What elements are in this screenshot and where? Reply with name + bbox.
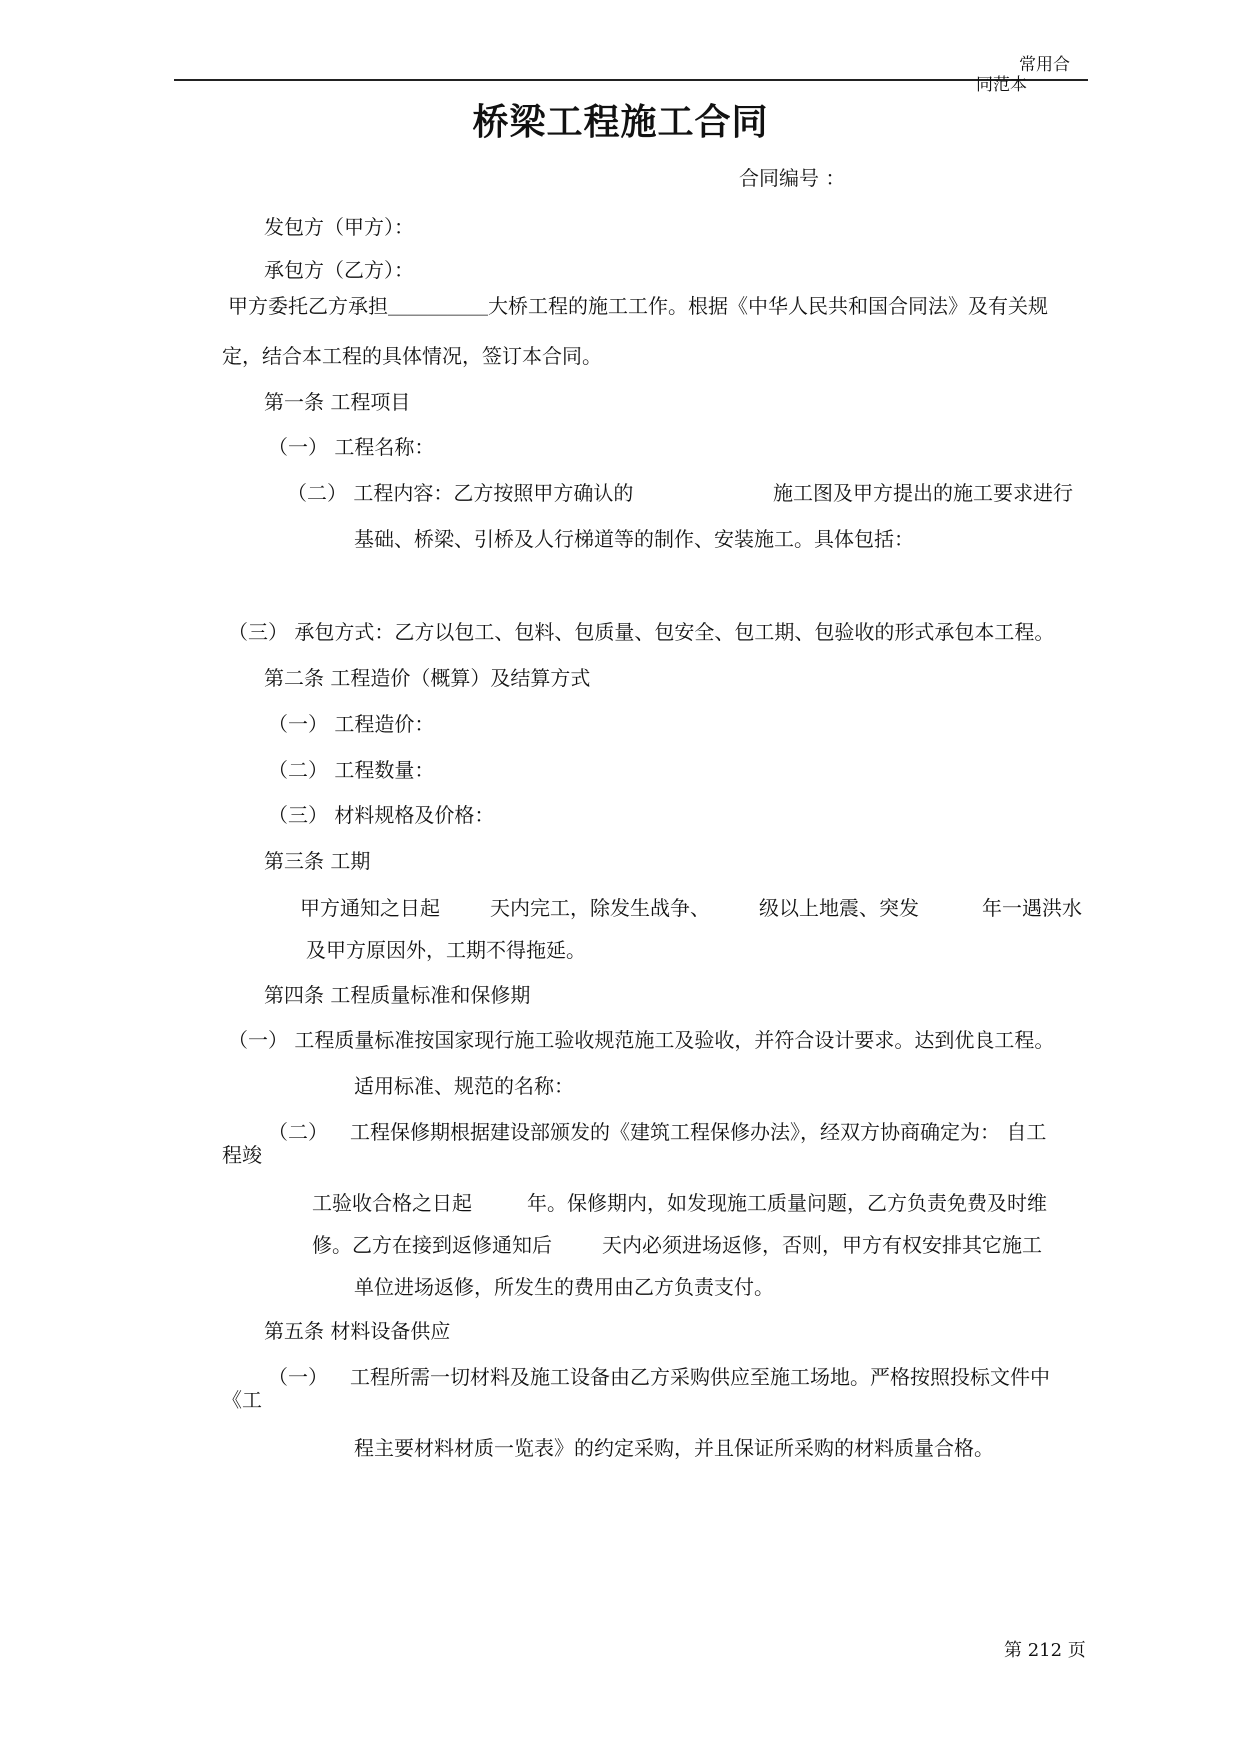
paragraph-line: 定，结合本工程的具体情况，签订本合同。 — [222, 344, 602, 368]
clause-line: （一） 工程名称： — [268, 435, 435, 459]
clause-line: 程主要材料材质一览表》的约定采购，并且保证所采购的材料质量合格。 — [354, 1436, 994, 1460]
clause-line: 天内完工，除发生战争、 — [490, 896, 710, 920]
clause-line: 《工 — [222, 1388, 262, 1412]
clause-line: 年一遇洪水 — [982, 896, 1082, 920]
header-text: 常用合 — [1019, 55, 1070, 75]
clause-line: （一） — [268, 1365, 328, 1389]
clause-line: 单位进场返修，所发生的费用由乙方负责支付。 — [354, 1275, 774, 1299]
clause-line: 工程所需一切材料及施工设备由乙方采购供应至施工场地。严格按照投标文件中 — [350, 1365, 1050, 1389]
party-a-label: 发包方（甲方）： — [264, 215, 414, 239]
clause-line: 适用标准、规范的名称： — [354, 1074, 574, 1098]
clause-line: （三） 承包方式：乙方以包工、包料、包质量、包安全、包工期、包验收的形式承包本工程。 — [228, 620, 1055, 644]
article-heading: 第一条 工程项目 — [264, 390, 411, 414]
article-heading: 第五条 材料设备供应 — [264, 1319, 451, 1343]
clause-line: （二） — [268, 1120, 328, 1144]
clause-line: 基础、桥梁、引桥及人行梯道等的制作、安装施工。具体包括： — [354, 527, 914, 551]
clause-line: 甲方通知之日起 — [300, 896, 440, 920]
clause-line: 程竣 — [222, 1143, 262, 1167]
party-b-label: 承包方（乙方）： — [264, 258, 414, 282]
clause-line: （一） 工程质量标准按国家现行施工验收规范施工及验收，并符合设计要求。达到优良工程。 — [228, 1028, 1055, 1052]
clause-line: 工验收合格之日起 — [312, 1191, 472, 1215]
header-text: 同范本 — [976, 75, 1027, 95]
clause-line: 级以上地震、突发 — [759, 896, 919, 920]
article-heading: 第二条 工程造价（概算）及结算方式 — [264, 666, 591, 690]
clause-line: 及甲方原因外，工期不得拖延。 — [306, 938, 586, 962]
document-title: 桥梁工程施工合同 — [472, 102, 769, 143]
article-heading: 第三条 工期 — [264, 849, 371, 873]
clause-line: （二） 工程内容：乙方按照甲方确认的 — [287, 481, 634, 505]
page-number: 第 212 页 — [1004, 1640, 1086, 1661]
paragraph-line: 甲方委托乙方承担＿＿＿＿＿大桥工程的施工工作。根据《中华人民共和国合同法》及有关规 — [228, 294, 1048, 318]
clause-line: （三） 材料规格及价格： — [268, 803, 495, 827]
clause-line: 施工图及甲方提出的施工要求进行 — [773, 481, 1073, 505]
clause-line: 工程保修期根据建设部颁发的《建筑工程保修办法》，经双方协商确定为： 自工 — [350, 1120, 1047, 1144]
clause-line: 修。乙方在接到返修通知后 — [312, 1233, 552, 1257]
clause-line: 天内必须进场返修，否则，甲方有权安排其它施工 — [602, 1233, 1042, 1257]
clause-line: （一） 工程造价： — [268, 712, 435, 736]
contract-number-label: 合同编号 ： — [739, 166, 846, 190]
clause-line: 年。保修期内，如发现施工质量问题，乙方负责免费及时维 — [527, 1191, 1047, 1215]
header-rule — [174, 79, 1088, 81]
article-heading: 第四条 工程质量标准和保修期 — [264, 983, 531, 1007]
clause-line: （二） 工程数量： — [268, 758, 435, 782]
